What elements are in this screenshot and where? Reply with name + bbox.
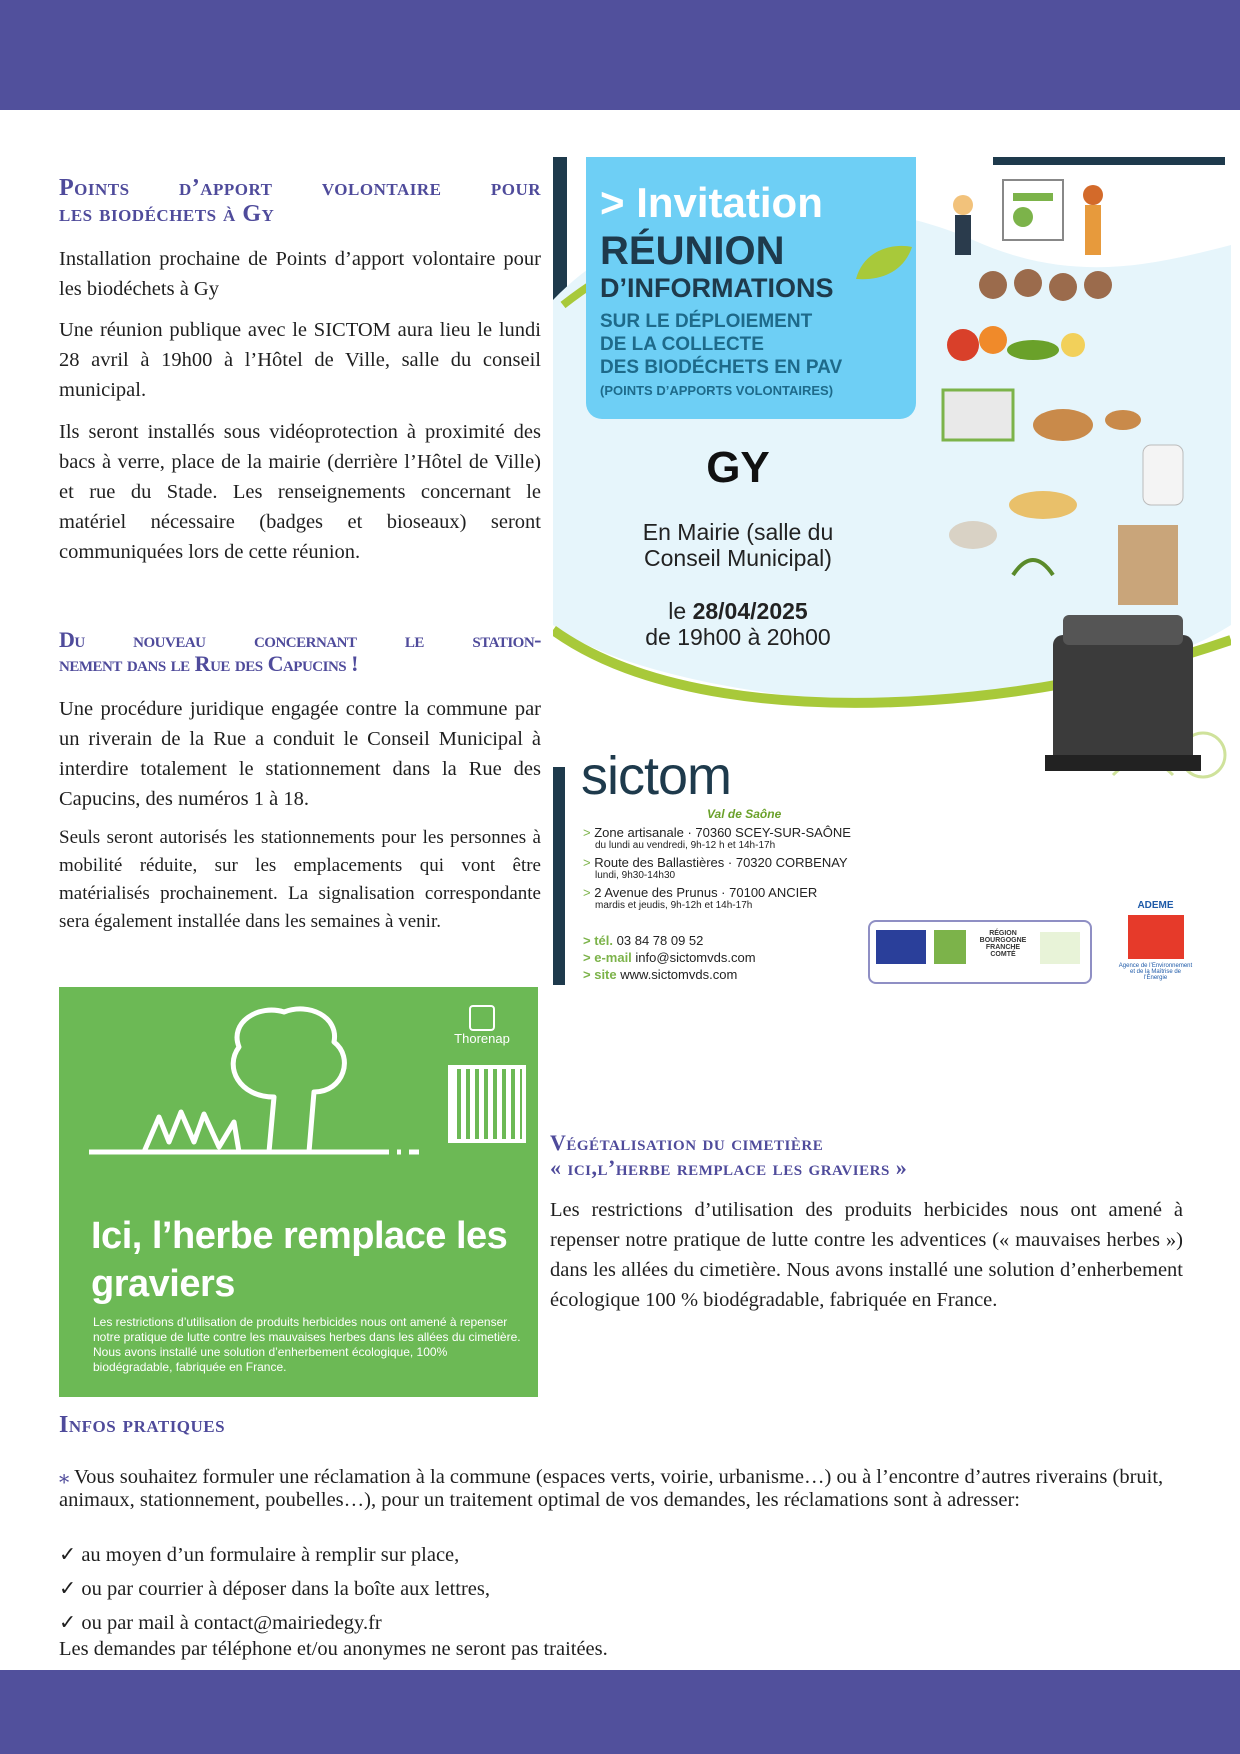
poster-headline: Ici, l’herbe remplace les graviers	[91, 1215, 508, 1305]
herbe-poster	[59, 987, 538, 1397]
tree-grass-icon	[89, 1002, 419, 1162]
partner-logos-box	[868, 920, 1092, 984]
section-title-cimetiere: Végétalisation du cimetière « ici,l’herbe remplace les graviers »	[550, 1130, 908, 1180]
invitation-place: En Mairie (salle du Conseil Municipal)	[642, 519, 834, 571]
bottom-band	[0, 1670, 1240, 1754]
sictom-addresses	[583, 825, 851, 911]
ademe-flag-icon	[1128, 915, 1184, 959]
paragraph-videoprotection: Ils seront installés sous vidéoprotection à proximité des bacs à verre, place de la mairie (derrière l’Hôtel de Ville) et rue du Stade. Les renseignements concernant le matériel nécessaire (badges et bioseaux) seront communiquées lors de cette réunion.	[59, 421, 541, 563]
sictom-logo: sictom Val de Saône	[581, 746, 782, 821]
paragraph-demandes-non-traitees: Les demandes par téléphone et/ou anonymes ne seront pas traitées.	[59, 1638, 608, 1660]
ademe-logo: ADEME Agence de l’Environnement et de la Maîtrise de l’Énergie	[1118, 900, 1193, 981]
paragraph-reunion: Une réunion publique avec le SICTOM aura lieu le lundi 28 avril à 19h00 à l’Hôtel de Ville, salle du conseil municipal.	[59, 319, 541, 401]
paragraph-reclamation: ⁎ Vous souhaitez formuler une réclamation à la commune (espaces verts, voirie, urbanisme…) ou à l’encontre d’autres riverains (bruit, animaux, stationnement, poubelles…), pour un traitement optimal de vos demandes, les réclamations sont à adresser:	[59, 1466, 1164, 1511]
thorenap-logo: Thorenap	[447, 1005, 517, 1046]
region-label: RÉGION BOURGOGNE FRANCHE COMTÉ	[979, 930, 1027, 958]
pays-vds-logo-icon	[1040, 932, 1080, 964]
list-item: ✓ ou par mail à contact@mairiedegy.fr	[59, 1612, 382, 1634]
invitation-sub2: DE LA COLLECTE	[600, 334, 764, 355]
section-title-stationnement: Du nouveau concernant le station- nement dans le Rue des Capucins !	[59, 627, 541, 676]
section-title-biodechets: Points d’apport volontaire pour les biodéchets à Gy	[59, 175, 541, 227]
address-2: > Route des Ballastières · 70320 CORBENAY lundi, 9h30-14h30	[583, 855, 848, 881]
invitation-sub1: SUR LE DÉPLOIEMENT	[600, 311, 813, 332]
invitation-kicker: > Invitation	[600, 179, 823, 226]
invitation-title-informations: D’INFORMATIONS	[600, 273, 834, 303]
biowaste-illustration	[933, 175, 1231, 775]
section-title-infos-pratiques: Infos pratiques	[59, 1412, 226, 1438]
invitation-date: le 28/04/2025 de 19h00 à 20h00	[645, 598, 831, 650]
contact-email: > e-mail info@sictomvds.com	[583, 950, 756, 965]
invitation-sub4: (POINTS D’APPORTS VOLONTAIRES)	[600, 383, 834, 398]
invitation-title-reunion: RÉUNION	[600, 229, 785, 273]
checkmark-icon: ✓	[59, 1544, 82, 1566]
paragraph-cimetiere: Les restrictions d’utilisation des produits herbicides nous ont amené à repenser notre pratique de lutte contre les adventices (« mauvaises herbes ») dans les allées du cimetière. Nous avons installé une solution d’enherbement écologique 100 % biodégradable, fabriquée en France.	[550, 1199, 1183, 1311]
poster-body: Les restrictions d’utilisation de produits herbicides nous ont amené à repenser notre pratique de lutte contre les mauvaises herbes dans les allées du cimetière. Nous avons installé une solution d’enherbement écologique, 100% biodégradable, fabriquée en France.	[93, 1315, 521, 1374]
paragraph-procedure: Une procédure juridique engagée contre la commune par un riverain de la Rue a conduit le Conseil Municipal à interdire totalement le stationnement dans la Rue des Capucins, des numéros 1 à 18.	[59, 698, 541, 810]
contact-site: > site www.sictomvds.com	[583, 967, 738, 982]
sictom-contacts	[583, 932, 756, 983]
reclamation-channels-list	[59, 1540, 490, 1632]
contact-phone: > tél. 03 84 78 09 52	[583, 933, 704, 948]
address-1: > Zone artisanale · 70360 SCEY-SUR-SAÔNE du lundi au vendredi, 9h-12 h et 14h-17h	[583, 825, 851, 851]
top-band	[0, 0, 1240, 110]
sictom-invitation-flyer	[553, 155, 1231, 985]
invitation-town: GY	[706, 443, 770, 492]
leader-logo-icon	[934, 930, 966, 964]
list-item: ✓ au moyen d’un formulaire à remplir sur place,	[59, 1544, 460, 1566]
leaf-icon	[854, 241, 914, 281]
checkmark-icon: ✓	[59, 1612, 82, 1634]
invitation-card	[586, 157, 916, 419]
qr-code-icon	[448, 1065, 526, 1143]
bullet-icon: ⁎	[59, 1466, 75, 1488]
checkmark-icon: ✓	[59, 1578, 82, 1600]
invitation-sub3: DES BIODÉCHETS EN PAV	[600, 357, 843, 378]
eu-flag-icon	[876, 930, 926, 964]
paragraph-installation: Installation prochaine de Points d’apport volontaire pour les biodéchets à Gy	[59, 248, 541, 300]
thorenap-leaf-icon	[469, 1005, 495, 1031]
paragraph-pmr: Seuls seront autorisés les stationnements pour les personnes à mobilité réduite, sur les emplacements qui vont être matérialisés prochainement. La signalisation correspondante sera également installée dans les semaines à venir.	[59, 827, 541, 932]
address-3: > 2 Avenue des Prunus · 70100 ANCIER mardis et jeudis, 9h-12h et 14h-17h	[583, 885, 818, 911]
list-item: ✓ ou par courrier à déposer dans la boîte aux lettres,	[59, 1578, 491, 1600]
